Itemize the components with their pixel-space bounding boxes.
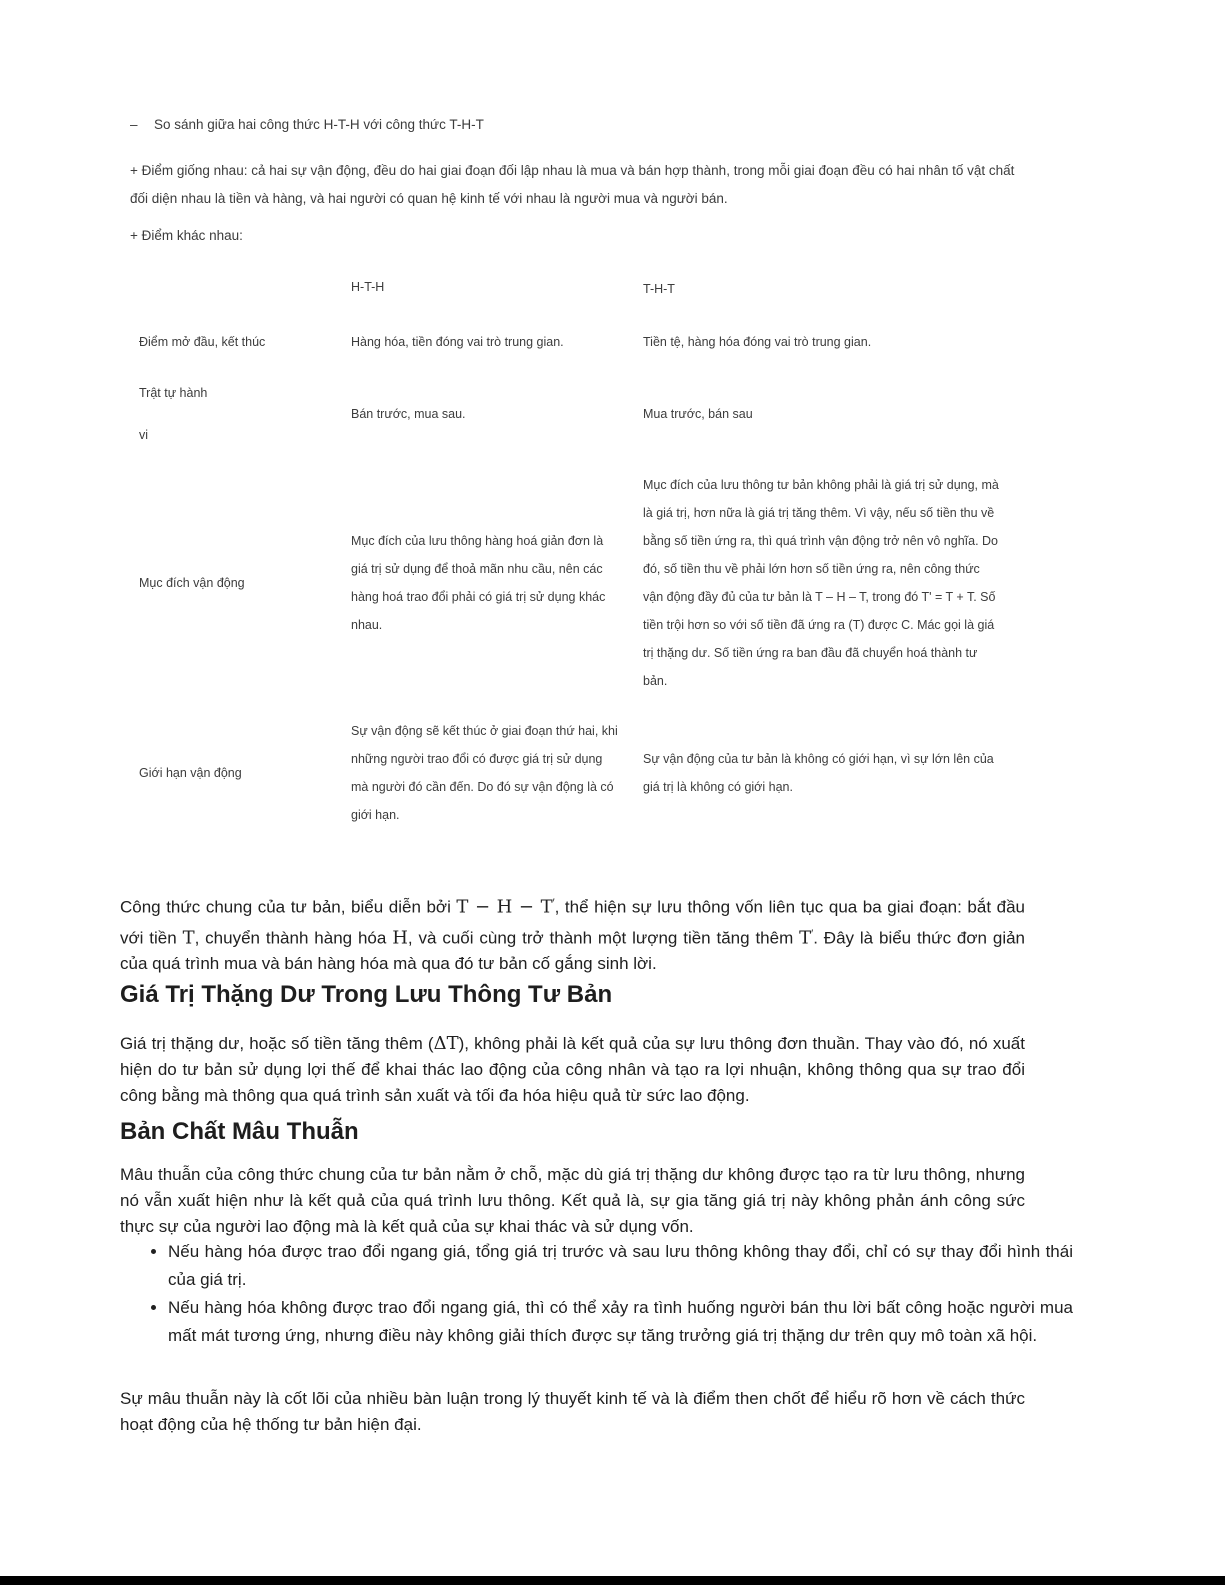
contradiction-bullet-list: [120, 1238, 1073, 1350]
row-order-hth: Bán trước, mua sau.: [351, 407, 466, 421]
contradiction-text: Mâu thuẫn của công thức chung của tư bản nằm ở chỗ, mặc dù giá trị thặng dư không được tạo ra từ lưu thông, nhưng nó vẫn xuất hiện như là kết quả của quá trình lưu thông. Kết quả là, sự gia tăng giá trị này không phản ánh công sức thực sự của người lao động mà là kết quả của sự khai thác và sử dụng vốn.: [120, 1165, 1025, 1236]
delta-t-symbol: ΔT: [433, 1033, 459, 1054]
symbol-h: H: [392, 927, 408, 949]
row-limit-hth: Sự vận động sẽ kết thúc ở giai đoạn thứ hai, khi những người trao đổi có được giá trị sử dụng mà người đó cần đến. Do đó sự vận động là có giới hạn.: [351, 724, 618, 822]
surplus-value-paragraph: [120, 1031, 1025, 1109]
row-order-tht: Mua trước, bán sau: [643, 407, 753, 421]
list-item: • Nếu hàng hóa được trao đổi ngang giá, tổng giá trị trước và sau lưu thông không thay đổi, chỉ có sự thay đổi hình thái của giá trị.: [168, 1238, 1073, 1294]
row-order-criterion-line2: vi: [139, 428, 149, 442]
comparison-title-text: So sánh giữa hai công thức H-T-H với công thức T-H-T: [154, 117, 484, 132]
similarities-paragraph: + Điểm giống nhau: cả hai sự vận động, đều do hai giai đoạn đối lập nhau là mua và bán hợp thành, trong mỗi giai đoạn đều có hai nhân tố vật chất đối diện nhau là tiền và hàng, và hai người có quan hệ kinh tế với nhau là người mua và người bán.: [130, 163, 1015, 206]
symbol-prime: ′: [811, 927, 814, 940]
row-purpose-hth: Mục đích của lưu thông hàng hoá giản đơn là giá trị sử dụng để thoả mãn nhu cầu, nên các hàng hoá trao đổi phải có giá trị sử dụng khác nhau.: [351, 534, 606, 632]
section-heading-surplus-value: Giá Trị Thặng Dư Trong Lưu Thông Tư Bản: [120, 981, 613, 1008]
row-start-end-criterion: Điểm mở đầu, kết thúc: [139, 335, 266, 349]
section-heading-contradiction: Bản Chất Mâu Thuẫn: [120, 1118, 359, 1145]
intro-text-b: , thể hiện sự lưu thông vốn liên tục qua ba giai đoạn: bắt đầu với tiền: [120, 897, 1025, 948]
symbol-t: T: [182, 927, 195, 949]
table-header-tht: T-H-T: [643, 282, 675, 296]
differences-label: + Điểm khác nhau:: [130, 228, 243, 243]
dash-bullet: –: [130, 117, 138, 132]
intro-text-d: , và cuối cùng trở thành một lượng tiền tăng thêm: [407, 928, 800, 948]
page-bottom-border: [0, 1576, 1225, 1585]
surplus-text-a: Giá trị thặng dư, hoặc số tiền tăng thêm (: [120, 1034, 434, 1053]
intro-text-a: Công thức chung của tư bản, biểu diễn bởi: [120, 897, 457, 917]
formula-prime: ′: [552, 897, 555, 909]
list-item: • Nếu hàng hóa không được trao đổi ngang giá, thì có thể xảy ra tình huống người bán thu lời bất công hoặc người mua mất mát tương ứng, nhưng điều này không giải thích được sự tăng trưởng giá trị thặng dư trên quy mô toàn xã hội.: [168, 1294, 1073, 1350]
intro-text-e: . Đây là biểu thức đơn giản của quá trình mua và bán hàng hóa mà qua đó tư bản cố gắng sinh lời.: [120, 928, 1025, 974]
symbol-t-prime: T: [799, 927, 812, 949]
row-limit-criterion: Giới hạn vận động: [139, 766, 242, 780]
formula-t-h-t: T − H − T: [456, 896, 553, 918]
comparison-title: [130, 117, 484, 132]
contradiction-paragraph: [120, 1162, 1025, 1240]
table-header-hth: H-T-H: [351, 280, 385, 294]
row-start-end-hth: Hàng hóa, tiền đóng vai trò trung gian.: [351, 335, 564, 349]
intro-text-c: , chuyển thành hàng hóa: [194, 928, 393, 948]
conclusion-text: Sự mâu thuẫn này là cốt lõi của nhiều bàn luận trong lý thuyết kinh tế và là điểm then chốt để hiểu rõ hơn về cách thức hoạt động của hệ thống tư bản hiện đại.: [120, 1389, 1025, 1434]
row-limit-tht: Sự vận động của tư bản là không có giới hạn, vì sự lớn lên của giá trị là không có giới hạn.: [643, 752, 994, 794]
intro-paragraph: [120, 890, 1025, 977]
surplus-text-b: ), không phải là kết quả của sự lưu thông đơn thuần. Thay vào đó, nó xuất hiện do tư bản sử dụng lợi thế để khai thác lao động của công nhân và tạo ra lợi nhuận, không thông qua sự trao đổi công bằng mà thông qua quá trình sản xuất và tối đa hóa hiệu quả từ sức lao động.: [120, 1034, 1025, 1105]
row-purpose-criterion: Mục đích vận động: [139, 576, 245, 590]
row-order-criterion-line1: Trật tự hành: [139, 386, 208, 400]
row-start-end-tht: Tiền tệ, hàng hóa đóng vai trò trung gian.: [643, 335, 872, 349]
conclusion-paragraph: [120, 1386, 1025, 1438]
row-purpose-tht: Mục đích của lưu thông tư bản không phải là giá trị sử dụng, mà là giá trị, hơn nữa là giá trị tăng thêm. Vì vậy, nếu số tiền thu về bằng số tiền ứng ra, thì quá trình vận động trở nên vô nghĩa. Do đó, số tiền thu về phải lớn hơn số tiền ứng ra, nên công thức vận động đầy đủ của tư bản là T – H – T, trong đó T' = T + T. Số tiền trội hơn so với số tiền đã ứng ra (T) được C. Mác gọi là giá trị thặng dư. Số tiền ứng ra ban đầu đã chuyển hoá thành tư bản.: [643, 478, 999, 688]
